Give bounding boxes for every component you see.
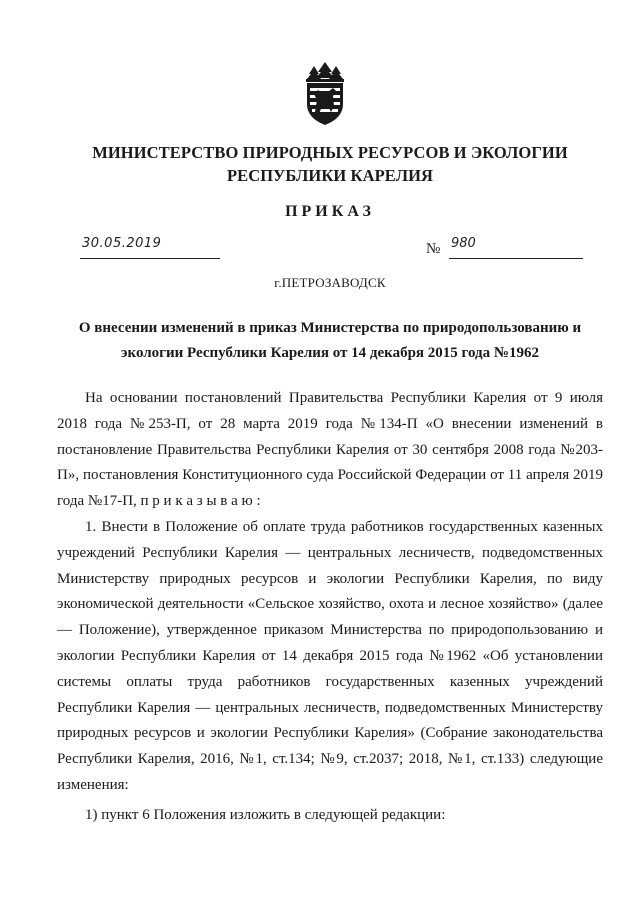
body-paragraph-item1 <box>57 515 603 799</box>
handwritten-order-number: 980 <box>451 236 476 251</box>
ministry-name-line1: МИНИСТЕРСТВО ПРИРОДНЫХ РЕСУРСОВ И ЭКОЛОГИИ <box>92 143 568 162</box>
body-paragraph-basis <box>57 386 603 515</box>
subject-line1: О внесении изменений в приказ Министерства по природопользованию и <box>78 320 582 336</box>
karelia-coat-of-arms-icon <box>303 62 347 126</box>
paragraph-subitem1-text: 1) пункт 6 Положения изложить в следующей редакции: <box>85 807 446 823</box>
body-paragraph-subitem1 <box>57 803 603 829</box>
paragraph-basis-text: На основании постановлений Правительства Республики Карелия от 9 июля 2018 года №253-П, от 28 марта 2019 года №134-П «О внесении изменений в постановление Правительства Республики Карелия от 30 сентября 2008 года №203-П», постановления Конституционного суда Российской Федерации от 11 апреля 2019 года №17-П, п р и к а з ы в а ю : <box>57 390 603 510</box>
handwritten-date: 30.05.2019 <box>82 236 162 251</box>
order-number-field <box>449 236 583 259</box>
subject-line2: экологии Республики Карелия от 14 декабря 2015 года №1962 <box>121 345 539 361</box>
city-label: г.ПЕТРОЗАВОДСК <box>274 275 386 290</box>
ministry-name-line2: РЕСПУБЛИКИ КАРЕЛИЯ <box>226 166 434 185</box>
document-type-title: ПРИКАЗ <box>285 203 375 220</box>
number-sign: № <box>426 241 441 257</box>
date-field <box>80 236 220 259</box>
paragraph-item1-text: 1. Внести в Положение об оплате труда работников государственных казенных учреждений Республики Карелия — центральных лесничеств, подведомственных Министерству природных ресурсов и экологии Республики Карелия, по виду экономической деятельности «Сельское хозяйство, охота и лесное хозяйство» (далее — Положение), утвержденное приказом Министерства по природопользованию и экологии Республики Карелия от 14 декабря 2015 года №1962 «Об установлении системы оплаты труда работников государственных казенных учреждений Республики Карелия — центральных лесничеств, подведомственных Министерству природных ресурсов и экологии Республики Карелия» (Собрание законодательства Республики Карелия, 2016, №1, ст.134; №9, ст.2037; 2018, №1, ст.133) следующие изменения: <box>57 519 603 793</box>
